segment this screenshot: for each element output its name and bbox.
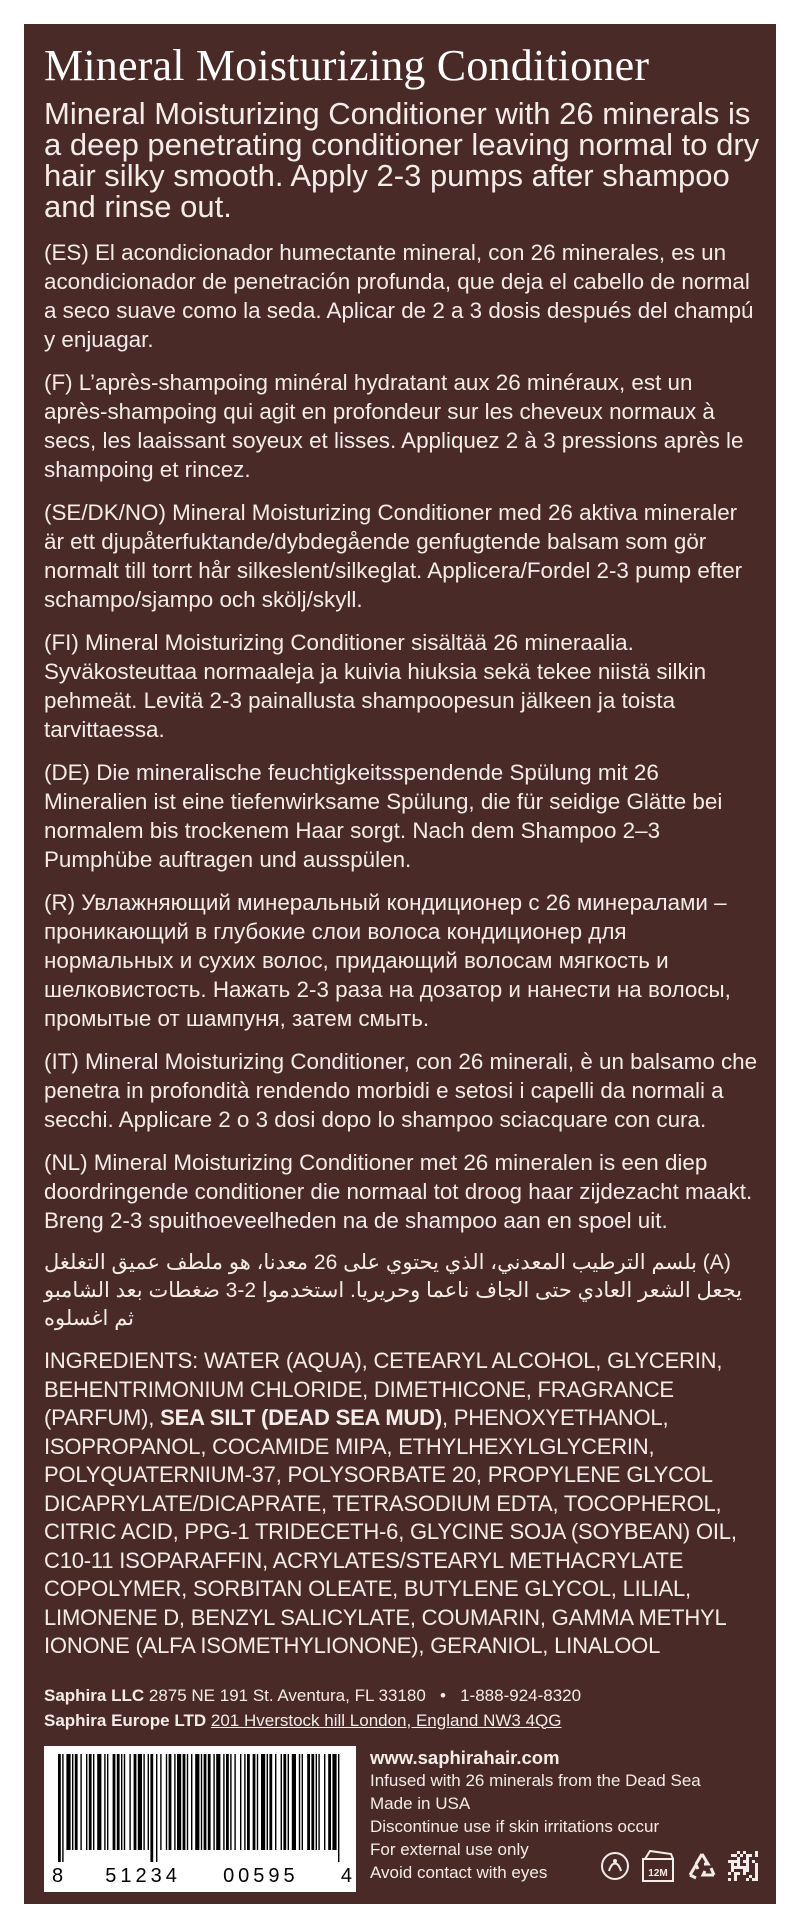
- cruelty-free-icon: [600, 1851, 630, 1886]
- ingredients-part-1: INGREDIENTS: WATER (AQUA), CETEARYL ALCOHOL, GLYCERIN, BEHENTRIMONIUM CHLORIDE, DIMETHICONE, FRAGRANCE (PARFUM),: [44, 1348, 723, 1430]
- us-contact: [44, 1683, 762, 1708]
- ingredients-highlight: SEA SILT (DEAD SEA MUD): [160, 1405, 442, 1430]
- info-line-2: Made in USA: [370, 1794, 471, 1813]
- info-line-3: Discontinue use if skin irritations occur: [370, 1817, 660, 1836]
- separator-bullet: •: [439, 1685, 446, 1705]
- description-de: (DE) Die mineralische feuchtigkeitsspendende Spülung mit 26 Mineralien ist eine tiefenwirksame Spülung, die für seidige Glätte bei normalem bis trockenem Haar sorgt. Nach dem Shampoo 2–3 Pumphübe auftragen und ausspülen.: [44, 760, 723, 872]
- description-fi: (FI) Mineral Moisturizing Conditioner sisältää 26 mineraalia. Syväkosteuttaa normaaleja ja kuivia hiuksia sekä tekee niistä silkin pehmeät. Levitä 2-3 painallusta shampoopesun jälkeen ja toista tarvittaessa.: [44, 630, 707, 742]
- eu-contact: [44, 1708, 762, 1733]
- description-ru: (R) Увлажняющий минеральный кондиционер с 26 минералами – проникающий в глубокие слои волоса кондиционер для нормальных и сухих волос, придающий волосам мягкость и шелковистость. Нажать 2-3 раза на дозатор и нанести на волосы, промытые от шампуня, затем смыть.: [44, 890, 731, 1031]
- label-icons: [600, 1849, 758, 1888]
- barcode-digits: [52, 1862, 352, 1888]
- info-line-1: Infused with 26 minerals from the Dead Sea: [370, 1771, 701, 1790]
- eu-address: 201 Hverstock hill London, England NW3 4QG: [210, 1710, 562, 1730]
- ingredients-list: [44, 1347, 762, 1661]
- description-nl: (NL) Mineral Moisturizing Conditioner met 26 mineralen is een diep doordringende conditioner die normaal tot droog haar zijdezacht maakt. Breng 2-3 spuithoeveelheden na de shampoo aan en spoel uit.: [44, 1150, 753, 1233]
- barcode-bars: [50, 1754, 350, 1862]
- translations: [44, 238, 762, 1333]
- recycle-icon: [686, 1851, 718, 1886]
- barcode-digit-group-2: 00595: [223, 1865, 299, 1887]
- website[interactable]: www.saphirahair.com: [370, 1747, 560, 1768]
- qr-code-icon: [728, 1851, 758, 1886]
- english-description: Mineral Moisturizing Conditioner with 26 minerals is a deep penetrating conditioner leaving normal to dry hair silky smooth. Apply 2-3 pumps after shampoo and rinse out.: [44, 96, 760, 224]
- pao-label: 12M: [648, 1868, 668, 1879]
- description-fr: (F) L’après-shampoing minéral hydratant aux 26 minéraux, est un après-shampoing qui agit en profondeur sur les cheveux normaux à secs, les laaissant soyeux et lisses. Appliquez 2 à 3 pressions après le shampoing et rincez.: [44, 370, 744, 482]
- us-company: Saphira LLC: [44, 1685, 145, 1705]
- product-title: Mineral Moisturizing Conditioner: [44, 41, 650, 90]
- barcode: [44, 1746, 356, 1892]
- description-es: (ES) El acondicionador humectante mineral, con 26 minerales, es un acondicionador de penetración profunda, que deja el cabello de normal a seco suave como la seda. Aplicar de 2 a 3 dosis después del champú y enjuagar.: [44, 240, 754, 352]
- barcode-digit-group-1: 51234: [105, 1865, 181, 1887]
- product-label: [24, 24, 776, 1904]
- ingredients-part-2: , PHENOXYETHANOL, ISOPROPANOL, COCAMIDE MIPA, ETHYLHEXYLGLYCERIN, POLYQUATERNIUM-37, POLYSORBATE 20, PROPYLENE GLYCOL DICAPRYLATE/DICAPRATE, TETRASODIUM EDTA, TOCOPHEROL, CITRIC ACID, PPG-1 TRIDECETH-6, GLYCINE SOJA (SOYBEAN) OIL, C10-11 ISOPARAFFIN, ACRYLATES/STEARYL METHACRYLATE COPOLYMER, SORBITAN OLEATE, BUTYLENE GLYCOL, LILIAL, LIMONENE D, BENZYL SALICYLATE, COUMARIN, GAMMA METHYL IONONE (ALFA ISOMETHYLIONONE), GERANIOL, LINALOOL: [44, 1405, 737, 1658]
- us-phone: 1-888-924-8320: [460, 1685, 582, 1705]
- info-line-4: For external use only: [370, 1840, 529, 1859]
- barcode-digit-1: 8: [52, 1865, 64, 1887]
- description-se-dk-no: (SE/DK/NO) Mineral Moisturizing Conditioner med 26 aktiva mineraler är ett djupåterfuktande/dybdegående genfugtende balsam som gör normalt till torrt hår silkeslent/silkeglat. Applicera/Fordel 2-3 pump efter schampo/sjampo och skölj/skyll.: [44, 500, 743, 612]
- label-footer: [44, 1746, 762, 1896]
- contact-info: [44, 1683, 762, 1733]
- us-address: 2875 NE 191 St. Aventura, FL 33180: [148, 1685, 426, 1705]
- description-ar: (A) بلسم الترطيب المعدني، الذي يحتوي على 26 معدنا، هو ملطف عميق التغلغل يجعل الشعر العادي حتى الجاف ناعما وحريريا. استخدموا 2-3 ضغطات بعد الشامبو ثم اغسلوه: [44, 1251, 742, 1330]
- info-line-5: Avoid contact with eyes: [370, 1863, 548, 1882]
- barcode-digit-2: 4: [340, 1865, 352, 1887]
- eu-company: Saphira Europe LTD: [44, 1710, 207, 1730]
- period-after-opening-icon: [640, 1849, 676, 1888]
- description-it: (IT) Mineral Moisturizing Conditioner, con 26 minerali, è un balsamo che penetra in profondità rendendo morbidi e setosi i capelli da normali a secchi. Applicare 2 o 3 dosi dopo lo shampoo sciacquare con cura.: [44, 1049, 758, 1132]
